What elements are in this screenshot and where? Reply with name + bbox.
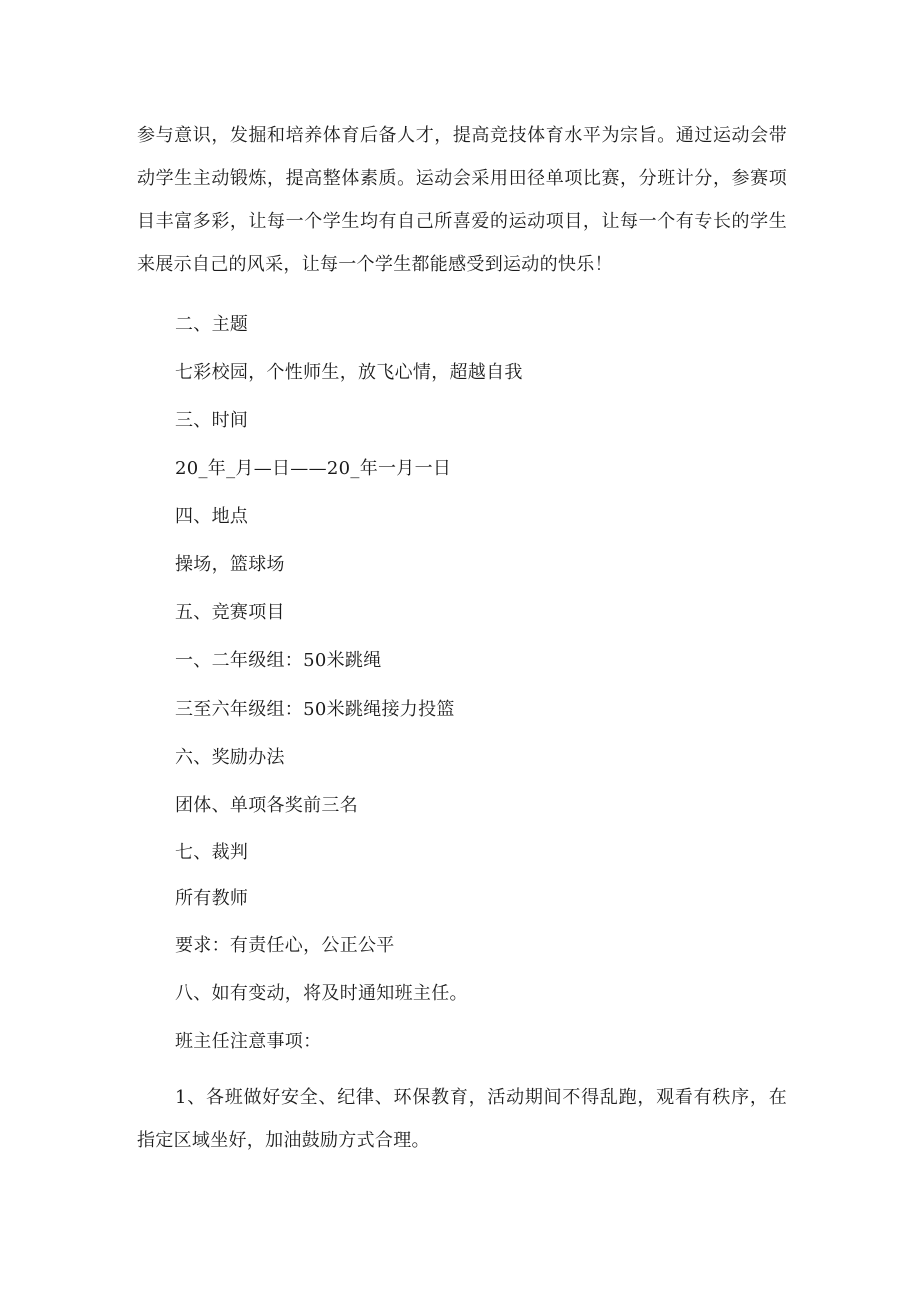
judges-text: 所有教师 xyxy=(175,888,249,909)
section-heading-changes: 八、如有变动，将及时通知班主任。 xyxy=(175,983,468,1004)
intro-paragraph: 参与意识，发掘和培养体育后备人才，提高竞技体育水平为宗旨。通过运动会带动学生主动锻炼，提高整体素质。运动会采用田径单项比赛，分班计分，参赛项目丰富多彩，让每一个学生均有自己所喜爱的运动项目，让每一个有专长的学生来展示自己的风采，让每一个学生都能感受到运动的快乐！ xyxy=(137,125,787,275)
judges-requirement: 要求：有责任心，公正公平 xyxy=(175,935,395,956)
section-heading-events: 五、竞赛项目 xyxy=(175,602,285,623)
time-text: 20_年_月—日——20_年一月一日 xyxy=(175,458,452,479)
events-grade-1-2: 一、二年级组：50米跳绳 xyxy=(175,650,382,671)
section-heading-time: 三、时间 xyxy=(175,410,249,431)
section-heading-location: 四、地点 xyxy=(175,506,249,527)
note-paragraph-1: 1、各班做好安全、纪律、环保教育，活动期间不得乱跑，观看有秩序，在指定区域坐好，加油鼓励方式合理。 xyxy=(137,1087,787,1151)
theme-text: 七彩校园，个性师生，放飞心情，超越自我 xyxy=(175,362,523,383)
section-heading-awards: 六、奖励办法 xyxy=(175,747,285,768)
teacher-notes-heading: 班主任注意事项： xyxy=(175,1031,322,1052)
section-heading-theme: 二、主题 xyxy=(175,314,249,335)
section-heading-judges: 七、裁判 xyxy=(175,842,249,863)
events-grade-3-6: 三至六年级组：50米跳绳接力投篮 xyxy=(175,699,455,720)
awards-text: 团体、单项各奖前三名 xyxy=(175,795,358,816)
location-text: 操场，篮球场 xyxy=(175,554,285,575)
